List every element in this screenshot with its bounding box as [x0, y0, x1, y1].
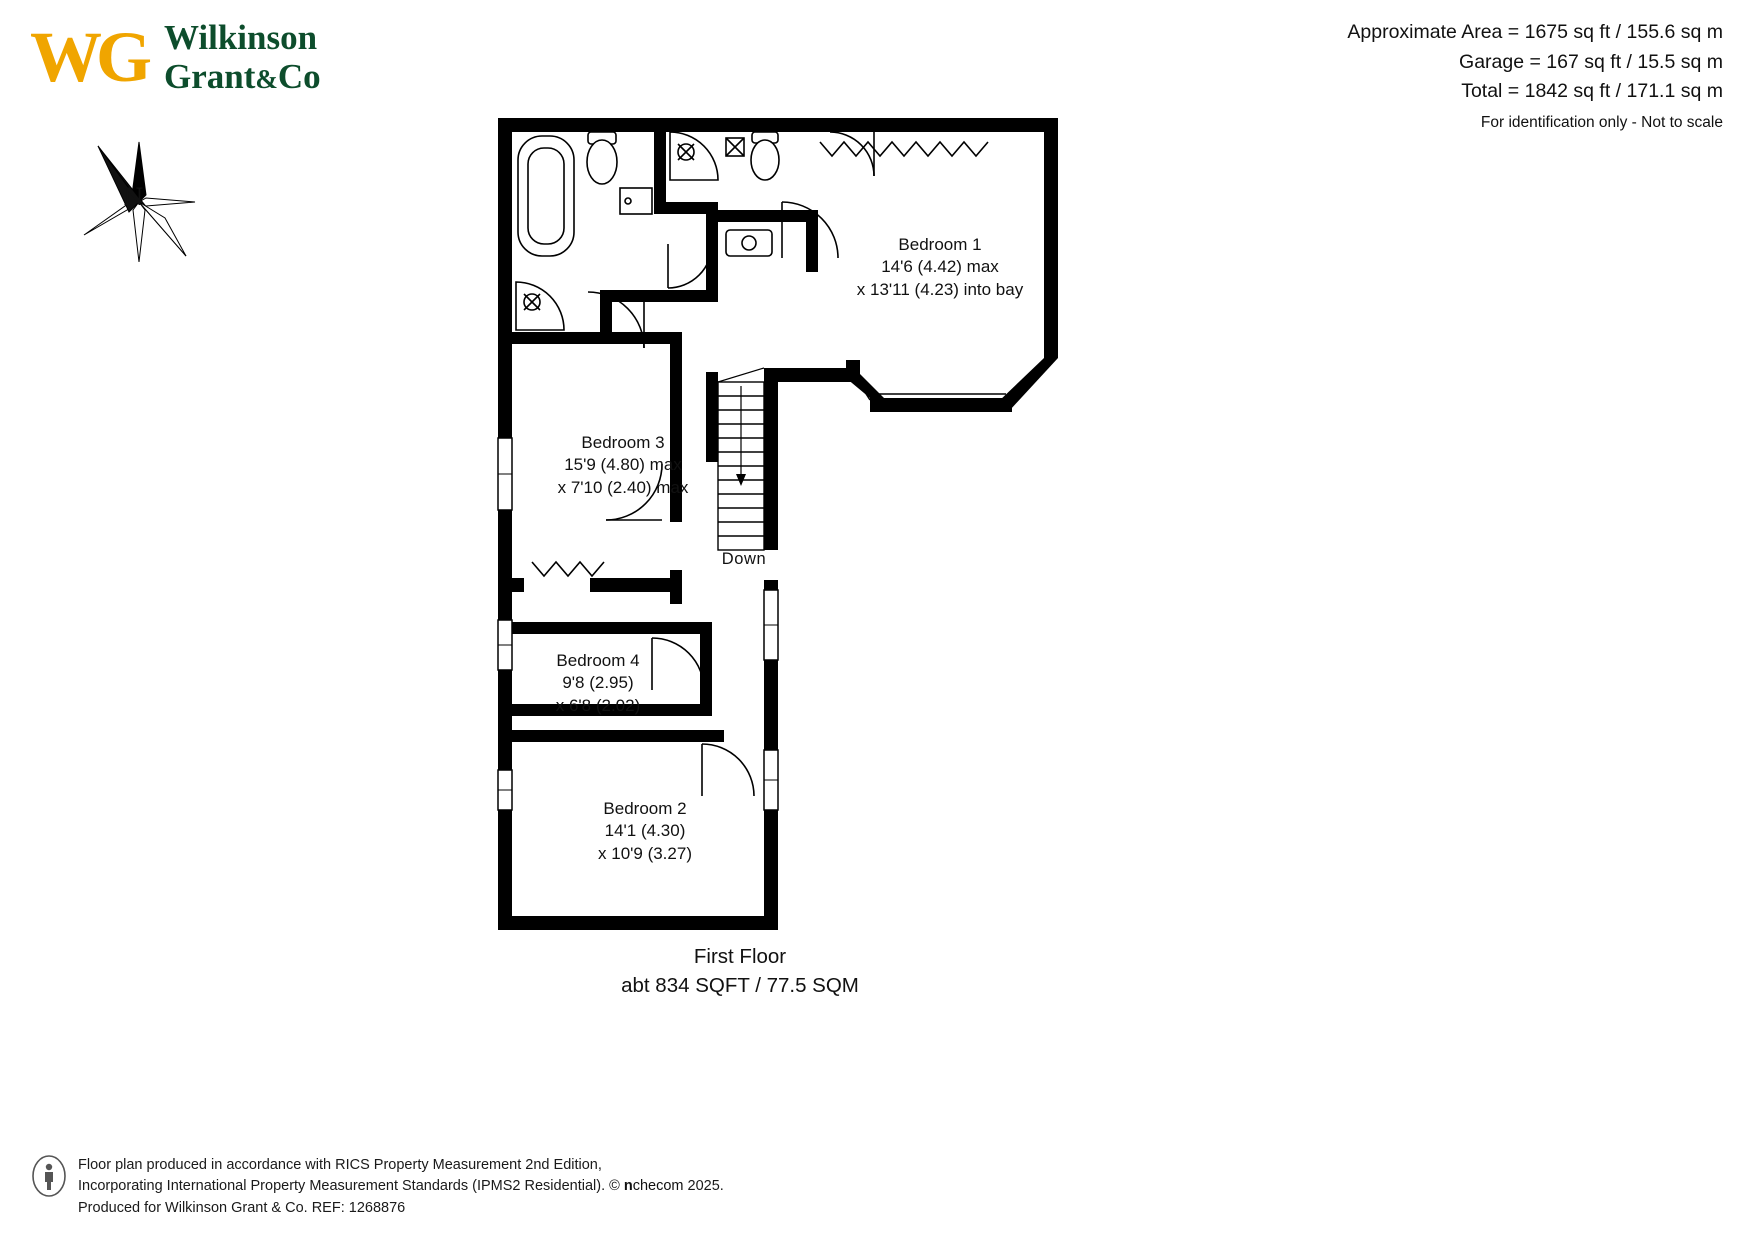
footer-brand-n: n	[623, 1178, 633, 1195]
footer-brand-com: com	[656, 1178, 684, 1195]
room-label-bedroom-3	[478, 432, 768, 499]
scale-disclaimer-text: For identification only - Not to scale	[1480, 113, 1723, 131]
footer-disclaimer	[32, 1155, 724, 1219]
room-label-bedroom-4	[478, 650, 718, 717]
person-icon	[32, 1155, 66, 1197]
room-dim1-bedroom-3: 15'9 (4.80) max	[564, 455, 682, 475]
room-name-bedroom-1: Bedroom 1	[898, 235, 982, 254]
logo-line-1: Wilkinson	[164, 18, 318, 57]
room-label-bedroom-2	[520, 798, 770, 865]
footer-line-3: Produced for Wilkinson Grant & Co. REF: 1268876	[78, 1199, 406, 1216]
footer-copyright-symbol: ©	[609, 1178, 620, 1195]
logo-line-2	[164, 57, 321, 96]
room-name-bedroom-2: Bedroom 2	[603, 799, 687, 818]
floor-caption	[460, 942, 1020, 1000]
room-name-bedroom-4: Bedroom 4	[556, 651, 640, 670]
footer-line-1: Floor plan produced in accordance with RICS Property Measurement 2nd Edition,	[78, 1156, 602, 1173]
room-dim1-bedroom-1: 14'6 (4.42) max	[881, 257, 999, 277]
floor-area: abt 834 SQFT / 77.5 SQM	[621, 974, 859, 998]
footer-brand-niche	[624, 1178, 684, 1194]
approximate-area-text: Approximate Area = 1675 sq ft / 155.6 sq m	[1347, 21, 1723, 43]
company-logo	[30, 18, 321, 96]
room-dim2-bedroom-4: x 6'8 (2.02)	[555, 695, 641, 715]
compass-rose	[82, 140, 197, 265]
logo-line-2-co: Co	[277, 57, 321, 97]
room-dim2-bedroom-2: x 10'9 (3.27)	[598, 843, 692, 863]
compass-north-label: N	[124, 182, 143, 211]
footer-brand-che: che	[632, 1178, 657, 1195]
floor-title: First Floor	[693, 945, 787, 968]
room-dim2-bedroom-3: x 7'10 (2.40) max	[557, 477, 689, 497]
logo-wordmark	[164, 18, 321, 96]
room-dim1-bedroom-4: 9'8 (2.95)	[562, 673, 634, 693]
footer-line-2	[78, 1176, 724, 1197]
room-dim1-bedroom-2: 14'1 (4.30)	[604, 821, 686, 841]
logo-line-2-grant: Grant	[164, 57, 256, 97]
logo-ampersand: &	[255, 64, 278, 95]
garage-area-text: Garage = 167 sq ft / 15.5 sq m	[1459, 50, 1723, 73]
total-area-text: Total = 1842 sq ft / 171.1 sq m	[1461, 80, 1723, 103]
footer-text	[78, 1155, 724, 1219]
room-dim2-bedroom-1: x 13'11 (4.23) into bay	[856, 279, 1024, 299]
room-name-bedroom-3: Bedroom 3	[581, 433, 665, 452]
room-label-bedroom-1	[830, 234, 1050, 301]
footer-year: 2025.	[687, 1178, 724, 1195]
footer-line-2-main: Incorporating International Property Measurement Standards (IPMS2 Residential).	[78, 1178, 606, 1195]
stairs-direction-label: Down	[721, 550, 767, 568]
area-summary	[1347, 18, 1723, 134]
logo-monogram: WG	[30, 17, 147, 98]
